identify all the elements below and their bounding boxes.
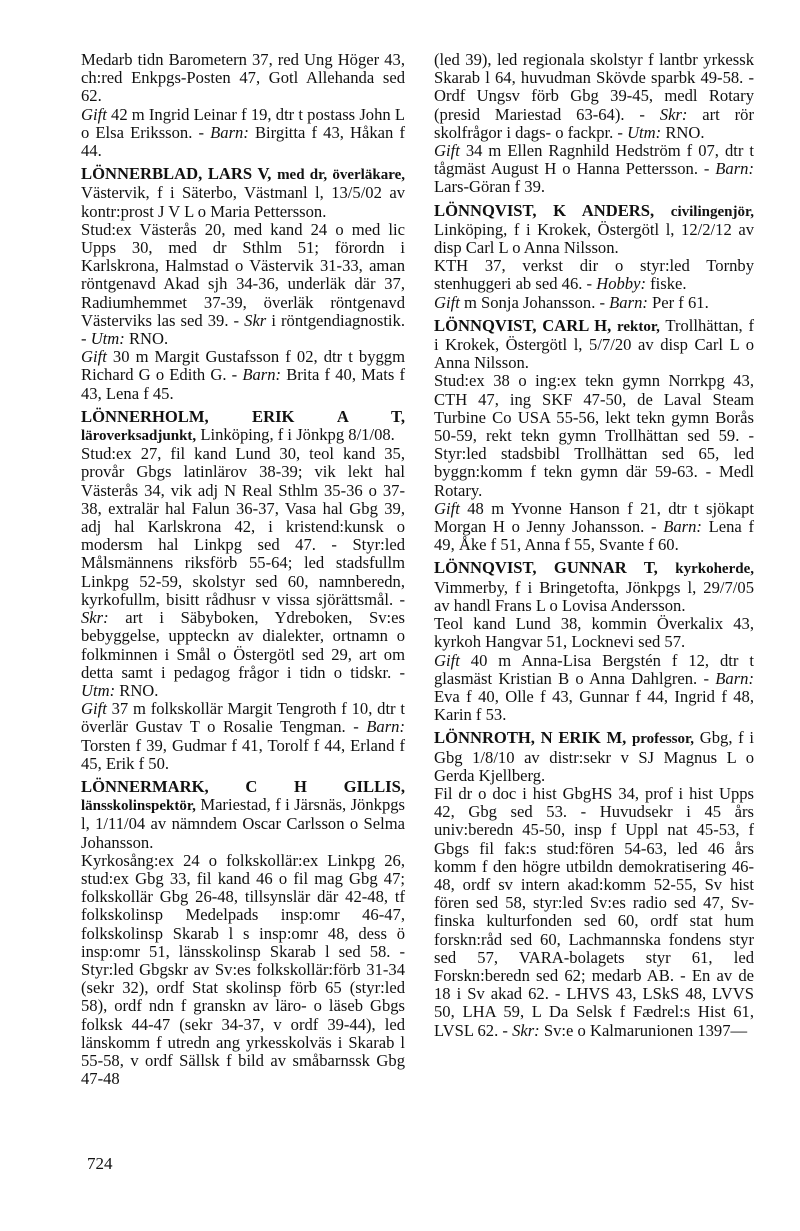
entry-text: 30 m Margit Gustafsson f 02, dtr t byggm Richard G o Edith G. - xyxy=(81,347,405,385)
entry-text: Kyrkosång:ex 24 o folkskollär:ex Linkpg 26, stud:ex Gbg 33, fil kand 46 o fil mag Gbg 47; folkskollär Gbg 26-48, tillsynslär där 42-48, tf folkskolinsp Medelpads insp:omr 46-47, folkskolinsp Skarab l s insp:omr 48, dess ö insp:omr 51, länsskolinsp Skarab l sed 58. - Styr:led Gbgskr av Sv:es folkskollär:förb 31-34 (sekr 32), ordf Stat skolinsp förb 65 (styr:led 58), ordf ndn f granskn av läro- o läseb Gbgs folksk 44-47 (sekr 34-37, v ordf 39-44), led länskomm f utredn ang yrkesskolväs i Skarab l 55-58, v ordf Sällsk f bild av småbarnssk Gbg 47-48 xyxy=(81,850,405,1089)
entry-paragraph xyxy=(81,221,405,348)
entry-lonnerholm xyxy=(81,408,405,773)
entry-text: m Sonja Johansson. - xyxy=(459,292,610,312)
entry-text: 40 m Anna-Lisa Bergstén f 12, dtr t glasmäst Kristian B o Anna Dahlgren. - xyxy=(434,650,754,688)
entry-text: Stud:ex 27, fil kand Lund 30, teol kand 35, provår Gbgs latinlärov 38-39; vik lekt hal Västerås 34, vik adj N Real Sthlm 35-36 o 37-38, extralär hal Falun 36-37, Vasa hal Gbg 39, adj hal Karlskrona 42, i kristend:kunsk o modersm hal Linkpg sed 47. - Styr:led Målsmännens riksförb 55-64; led stadsfullm Linkpg 52-59, skolstyr sed 60, namnberedn, kyrkofullm, bisitt rådhusr v vissa sjörättsmål. - xyxy=(81,444,405,609)
field-label: Skr: xyxy=(512,1020,540,1040)
entry-paragraph xyxy=(81,51,405,106)
field-label: Barn: xyxy=(715,159,754,179)
person-name: LÖNNERBLAD, LARS V, xyxy=(81,164,278,184)
page-number: 724 xyxy=(87,1154,113,1173)
entry-text: art rör skolfrågor i dags- o fackpr. - xyxy=(434,104,755,142)
field-label: Barn: xyxy=(366,717,405,737)
entry-text: RNO. xyxy=(115,680,159,700)
occupation-title: civilingenjör, xyxy=(670,203,754,220)
entry-paragraph xyxy=(434,202,754,258)
entry-text: 48 m Yvonne Hanson f 21, dtr t sjökapt Morgan H o Jenny Johansson. - xyxy=(434,498,754,537)
field-label: Gift xyxy=(434,498,460,518)
field-label: Barn: xyxy=(210,122,249,142)
entry-text: Medarb tidn Barometern 37, red Ung Höger 43, ch:red Enkpgs-Posten 47, Gotl Allehanda sed 62. xyxy=(81,50,405,106)
entry-text: Brita f 40, Mats f 43, Lena f 45. xyxy=(81,365,405,403)
occupation-title: rektor, xyxy=(617,318,660,335)
entry-paragraph xyxy=(434,785,754,1040)
occupation-title: läroverksadjunkt, xyxy=(81,428,197,445)
entry-paragraph xyxy=(434,317,754,373)
entry-cont-right xyxy=(434,51,754,197)
person-name: LÖNNERMARK, C H GILLIS, xyxy=(81,776,405,796)
entry-paragraph xyxy=(434,257,754,293)
entry-paragraph xyxy=(434,51,754,142)
entry-text: Trollhättan, f i Krokek, Östergötl l, 5/7/20 av disp Carl L o Anna Nilsson. xyxy=(434,315,755,373)
field-label: Gift xyxy=(434,650,460,670)
entry-paragraph xyxy=(81,165,405,221)
field-label: Skr: xyxy=(81,608,109,628)
field-label: Skr xyxy=(244,310,267,330)
field-label: Gift xyxy=(81,347,107,367)
entry-lonnqvist-k xyxy=(434,202,754,312)
entry-text: 37 m folkskollär Margit Tengroth f 10, dtr t överlär Gustav T o Rosalie Tengman. - xyxy=(81,699,405,737)
entry-paragraph xyxy=(81,852,405,1089)
entry-text: fiske. xyxy=(645,274,687,294)
entry-text: (led 39), led regionala skolstyr f lantbr yrkessk Skarab l 64, huvudman Skövde sparbk 49-58. - Ordf Ungsv förb Gbg 39-45, medl Rotary (presid Mariestad 63-64). - xyxy=(434,50,754,124)
entry-paragraph xyxy=(81,445,405,700)
entry-text: Birgitta f 43, Håkan f 44. xyxy=(81,122,405,161)
field-label: Gift xyxy=(434,141,460,161)
person-name: LÖNNQVIST, K ANDERS, xyxy=(434,200,671,220)
person-name: LÖNNQVIST, CARL H, xyxy=(434,315,618,335)
person-name: LÖNNQVIST, GUNNAR T, xyxy=(434,558,676,578)
field-label: Barn: xyxy=(242,365,282,385)
field-label: Utm: xyxy=(90,329,125,349)
entry-paragraph xyxy=(434,372,754,499)
entry-paragraph xyxy=(434,142,754,197)
entry-text: Linköping, f i Krokek, Östergötl l, 12/2/12 av disp Carl L o Anna Nilsson. xyxy=(434,219,754,258)
field-label: Utm: xyxy=(627,122,662,142)
person-name: LÖNNERHOLM, ERIK A T, xyxy=(81,406,405,426)
occupation-title: med dr, överläkare, xyxy=(277,167,405,184)
right-column xyxy=(434,51,754,1045)
entry-lonnroth xyxy=(434,729,754,1039)
occupation-title: länsskolinspektör, xyxy=(81,798,196,815)
entry-text: KTH 37, verkst dir o styr:led Tornby stenhuggeri ab sed 46. - xyxy=(434,256,754,294)
entry-lonnermark xyxy=(81,778,405,1088)
entry-text: Fil dr o doc i hist GbgHS 34, prof i hist Upps 42, Gbg sed 53. - Huvudsekr i 45 års univ:beredn 45-50, insp f Uppl nat 45-53, f Gbgs fil fak:s stud:fören 54-63, led 46 års komm f den högre utbildn demokratisering 46-48, ordf sv intern akad:komm 52-55, Sv hist fören sed 58, styr:led Sv:es radio sed 47, Sv-finska kulturfonden sed 60, ordf stat hum forskn:råd sed 60, Lachmannska fondens styr sed 57, VARA-bolagets styr 61, led Forskn:beredn sed 62; medarb AB. - En av de 18 i Sv akad 62. - LHVS 43, LSkS 48, LVVS 50, LHA 59, L Da Selsk f Fædrel:s Hist 61, LVSL 62. - xyxy=(434,783,754,1040)
entry-text: Västervik, f i Säterbo, Västmanl l, 13/5/02 av kontr:prost J V L o Maria Pettersson. xyxy=(81,183,405,221)
entry-lonnerblad xyxy=(81,165,405,403)
entry-text: Per f 61. xyxy=(647,292,709,312)
entry-text: Stud:ex Västerås 20, med kand 24 o med lic Upps 30, med dr Sthlm 51; förordn i Karlskrona, Halmstad o Västervik 31-33, aman röntgenavd Akad sjh 34-36, underläk där 37, Radiumhemmet 37-39, överläk röntgenavd Västerviks las sed 39. - xyxy=(81,219,405,330)
field-label: Gift xyxy=(81,699,107,719)
field-label: Skr: xyxy=(659,104,688,124)
field-label: Barn: xyxy=(609,292,648,312)
entry-text: Gbg, f i Gbg 1/8/10 av distr:sekr v SJ Magnus L o Gerda Kjellberg. xyxy=(434,728,754,785)
field-label: Gift xyxy=(434,292,460,312)
field-label: Gift xyxy=(81,104,107,124)
entry-lonnqvist-g xyxy=(434,559,754,724)
entry-text: art i Säbyboken, Ydreboken, Sv:es bebyggelse, uppteckn av dialekter, ortnamn o folkminnen i Smål o Östergötl sed 29, art om detta samt i pedagog frågor i tidn o tidskr. - xyxy=(81,608,405,682)
entry-paragraph xyxy=(81,408,405,445)
entry-text: Mariestad, f i Järsnäs, Jönkpgs l, 1/11/04 av nämndem Oscar Carlsson o Selma Johansson. xyxy=(81,795,405,852)
entry-text: Torsten f 39, Gudmar f 41, Torolf f 44, Erland f 45, Erik f 50. xyxy=(81,735,405,773)
entry-text: i röntgendiagnostik. - xyxy=(81,310,405,349)
entry-text: Linköping, f i Jönkpg 8/1/08. xyxy=(196,425,395,445)
entry-text: Eva f 40, Olle f 43, Gunnar f 44, Ingrid f 48, Karin f 53. xyxy=(434,686,754,725)
field-label: Barn: xyxy=(715,668,754,688)
entry-paragraph xyxy=(434,294,754,312)
entry-text: Lars-Göran f 39. xyxy=(434,177,546,197)
field-label: Barn: xyxy=(663,517,702,537)
entry-text: Vimmerby, f i Bringetofta, Jönkpgs l, 29/7/05 av handl Frans L o Lovisa Andersson. xyxy=(434,577,754,615)
entry-text: Sv:e o Kalmarunionen 1397— xyxy=(539,1020,748,1040)
entry-lonnqvist-c xyxy=(434,317,754,555)
entry-paragraph xyxy=(81,700,405,773)
entry-paragraph xyxy=(434,729,754,785)
person-name: LÖNNROTH, N ERIK M, xyxy=(434,728,632,748)
entry-text: 42 m Ingrid Leinar f 19, dtr t postass John L o Elsa Eriksson. - xyxy=(81,104,405,142)
entry-text: Stud:ex 38 o ing:ex tekn gymn Norrkpg 43, CTH 47, ing SKF 47-50, de Laval Steam Turbine Co USA 55-56, lekt tekn gymn Borås 50-59, rekt tekn gymn Trollhättan sed 59. - Styr:led stadsbibl Trollhättan sed 65, led byggn:komm f tekn gymn där 59-63. - Medl Rotary. xyxy=(434,371,754,500)
entry-text: RNO. xyxy=(124,329,169,349)
entry-text: RNO. xyxy=(661,122,705,142)
entry-paragraph xyxy=(434,615,754,651)
entry-cont-top xyxy=(81,51,405,160)
entry-paragraph xyxy=(81,778,405,852)
entry-paragraph xyxy=(434,652,754,725)
field-label: Utm: xyxy=(81,680,116,700)
occupation-title: kyrkoherde, xyxy=(675,561,754,578)
entry-text: Teol kand Lund 38, kommin Överkalix 43, kyrkoh Hangvar 51, Locknevi sed 57. xyxy=(434,614,754,652)
entry-paragraph xyxy=(434,500,754,555)
left-column xyxy=(81,51,405,1093)
entry-paragraph xyxy=(434,559,754,615)
field-label: Hobby: xyxy=(596,274,646,294)
entry-text: Lena f 49, Åke f 51, Anna f 55, Svante f 60. xyxy=(434,517,754,555)
entry-paragraph xyxy=(81,348,405,403)
entry-paragraph xyxy=(81,106,405,161)
occupation-title: professor, xyxy=(631,731,695,748)
entry-text: 34 m Ellen Ragnhild Hedström f 07, dtr t tågmäst August H o Hanna Pettersson. - xyxy=(434,141,754,179)
